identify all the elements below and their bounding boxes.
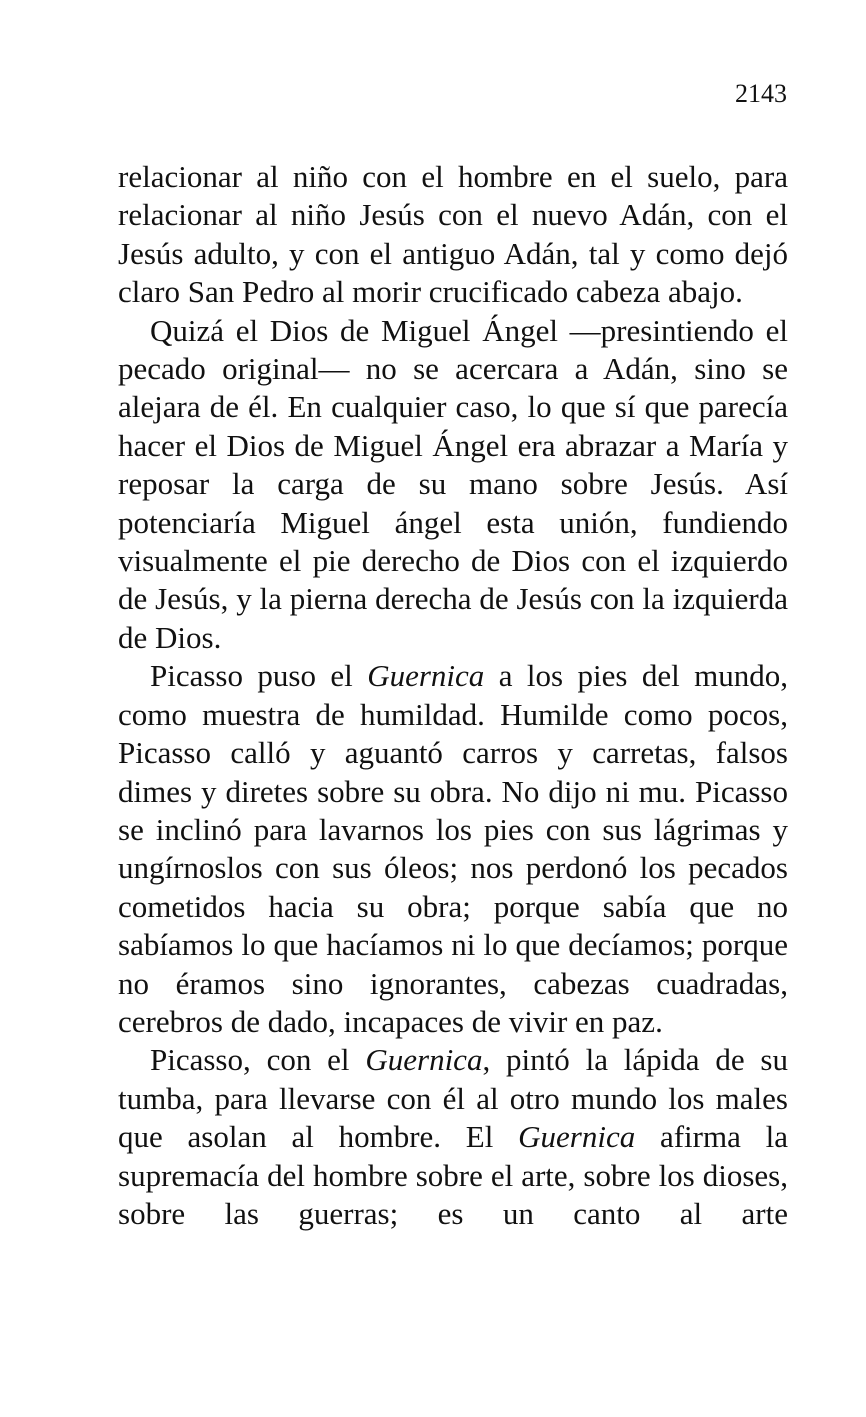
- paragraph: [118, 158, 788, 312]
- text-segment: Picasso, con el: [150, 1042, 366, 1078]
- text-segment: , pintó la lápida de su tumba, para llevarse con él al otro mundo los males que asolan al hombre. El: [118, 1042, 788, 1155]
- book-text-body: [118, 158, 788, 1233]
- italic-title-text: Guernica: [518, 1119, 636, 1155]
- text-segment: Picasso puso el: [150, 658, 368, 694]
- text-segment: Quizá el Dios de Miguel Ángel —presintiendo el pecado original— no se acercara a Adán, sino se alejara de él. En cualquier caso, lo que sí que parecía hacer el Dios de Miguel Ángel era abrazar a María y reposar la carga de su mano sobre Jesús. Así potenciaría Miguel ángel esta unión, fundiendo visualmente el pie derecho de Dios con el izquierdo de Jesús, y la pierna derecha de Jesús con la izquierda de Dios.: [118, 312, 788, 655]
- paragraph: [118, 1041, 788, 1233]
- paragraph: [118, 657, 788, 1041]
- text-segment: relacionar al niño con el hombre en el suelo, para relacionar al niño Jesús con el nuevo Adán, con el Jesús adulto, y con el antiguo Adán, tal y como dejó claro San Pedro al morir crucificado cabeza abajo.: [118, 159, 788, 310]
- text-segment: a los pies del mundo, como muestra de humildad. Humilde como pocos, Picasso calló y aguantó carros y carretas, falsos dimes y diretes sobre su obra. No dijo ni mu. Picasso se inclinó para lavarnos los pies con sus lágrimas y ungírnoslos con sus óleos; nos perdonó los pecados cometidos hacia su obra; porque sabía que no sabíamos lo que hacíamos ni lo que decíamos; porque no éramos sino ignorantes, cabezas cuadradas, cerebros de dado, incapaces de vivir en paz.: [118, 658, 789, 1039]
- italic-title-text: Guernica: [365, 1042, 483, 1078]
- paragraph: [118, 312, 788, 658]
- italic-title-text: Guernica: [367, 658, 485, 694]
- text-segment: afirma la supremacía del hombre sobre el arte, sobre los dioses, sobre las guerras; es un canto al arte: [118, 1119, 788, 1231]
- page-number: 2143: [735, 79, 787, 108]
